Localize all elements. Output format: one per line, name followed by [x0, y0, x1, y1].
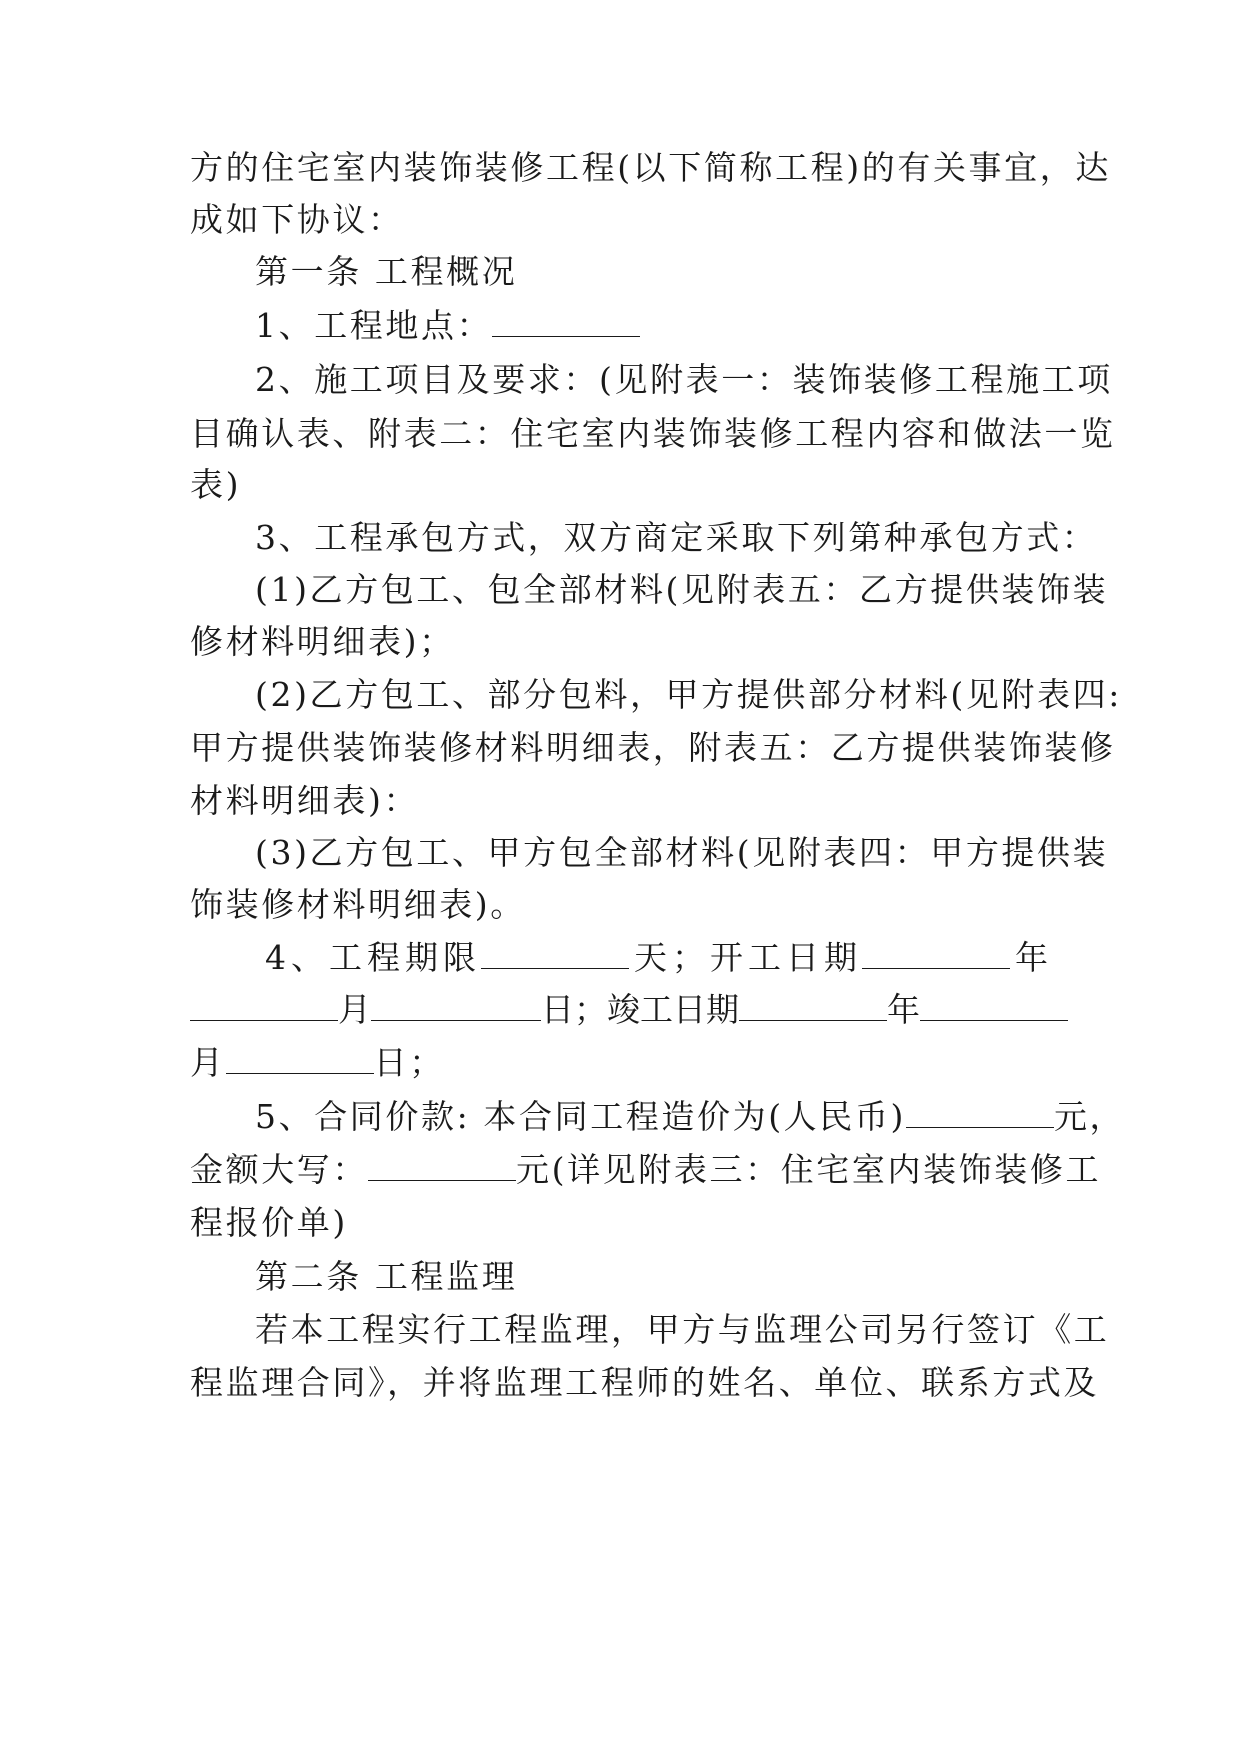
- paragraph-line: 程报价单): [190, 1203, 348, 1242]
- paragraph-line: 3、工程承包方式，双方商定采取下列第种承包方式：: [255, 518, 1098, 557]
- month-label: 月: [338, 990, 371, 1029]
- paragraph-line: 程监理合同》，并将监理工程师的姓名、单位、联系方式及: [190, 1363, 1100, 1402]
- price-amount-blank: [906, 1101, 1054, 1128]
- term-line-3: [190, 1043, 1048, 1083]
- term-line-2: [190, 990, 1048, 1030]
- term-line-1: [265, 938, 1048, 978]
- start-month-blank: [190, 994, 338, 1021]
- paragraph-line: 甲方提供装饰装修材料明细表，附表五：乙方提供装饰装修: [190, 728, 1116, 767]
- start-date-label: 天；开工日期: [629, 938, 862, 977]
- paragraph-line: 2、施工项目及要求：(见附表一：装饰装修工程施工项: [255, 360, 1113, 399]
- term-label: 4、工程期限: [265, 938, 481, 977]
- price-line-1: [255, 1097, 1126, 1137]
- paragraph-line: (2)乙方包工、部分包料，甲方提供部分材料(见附表四:: [255, 675, 1122, 714]
- price-label: 5、合同价款: 本合同工程造价为(人民币): [255, 1097, 906, 1136]
- paragraph-line: 成如下协议：: [190, 200, 404, 239]
- amount-words-blank: [368, 1154, 516, 1181]
- location-blank: [492, 310, 640, 337]
- day-label: 日；: [373, 1043, 445, 1082]
- term-days-blank: [481, 942, 629, 969]
- price-note: 元(详见附表三：住宅室内装饰装修工: [516, 1150, 1102, 1189]
- year-label: 年: [887, 990, 920, 1029]
- yuan-label: 元，: [1053, 1097, 1126, 1136]
- paragraph-line: 若本工程实行工程监理，甲方与监理公司另行签订《工: [255, 1310, 1110, 1349]
- year-label: 年: [1010, 938, 1048, 977]
- paragraph-line: (3)乙方包工、甲方包全部材料(见附表四：甲方提供装: [255, 833, 1109, 872]
- item-location: [255, 306, 1048, 346]
- month-label: 月: [190, 1043, 226, 1082]
- paragraph-line: 修材料明细表)；: [190, 622, 455, 661]
- paragraph-line: 表): [190, 465, 242, 504]
- paragraph-line: 方的住宅室内装饰装修工程(以下简称工程)的有关事宜，达: [190, 148, 1111, 187]
- start-year-blank: [862, 942, 1010, 969]
- start-day-blank: [371, 994, 541, 1021]
- article-2-heading: 第二条 工程监理: [255, 1257, 518, 1296]
- price-line-2: [190, 1150, 1102, 1190]
- article-1-heading: 第一条 工程概况: [255, 252, 518, 291]
- end-year-blank: [739, 994, 887, 1021]
- paragraph-line: 饰装修材料明细表)。: [190, 885, 526, 924]
- end-day-blank: [226, 1047, 374, 1074]
- paragraph-line: 目确认表、附表二：住宅室内装饰装修工程内容和做法一览: [190, 414, 1116, 453]
- end-date-label: 日；竣工日期: [541, 990, 739, 1029]
- paragraph-line: (1)乙方包工、包全部材料(见附表五：乙方提供装饰装: [255, 570, 1109, 609]
- end-month-blank: [920, 994, 1068, 1021]
- location-label: 1、工程地点：: [255, 306, 493, 345]
- paragraph-line: 材料明细表)：: [190, 781, 420, 820]
- amount-words-label: 金额大写：: [190, 1150, 368, 1189]
